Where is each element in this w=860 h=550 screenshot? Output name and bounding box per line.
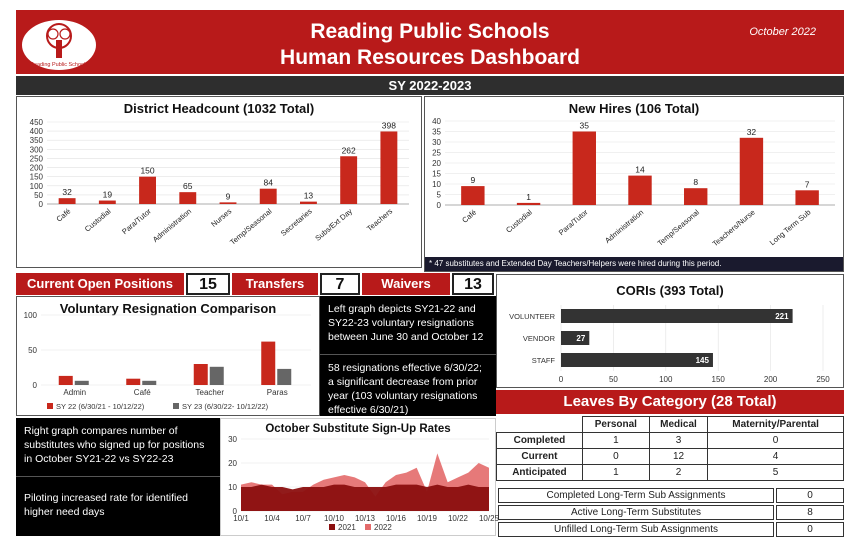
x-tick-label: 250	[816, 375, 830, 384]
x-tick-label: Para/Tutor	[556, 207, 590, 238]
leaves-col-personal: Personal	[582, 417, 649, 433]
leaves-title: Leaves By Category (28 Total)	[496, 390, 844, 414]
table-row	[497, 449, 844, 465]
long-term-label: Completed Long-Term Sub Assignments	[498, 488, 774, 503]
legend-label: 2022	[374, 523, 392, 532]
bar	[59, 376, 73, 385]
resignation-chart	[17, 297, 319, 415]
legend-swatch	[47, 403, 53, 409]
x-tick-label: Para/Tutor	[120, 206, 153, 237]
y-tick-label: 250	[29, 154, 43, 164]
x-tick-label: Long Term Sub	[767, 207, 813, 248]
y-tick-label: 200	[29, 163, 43, 173]
y-tick-label: 5	[436, 190, 441, 200]
resignation-note-2: 58 resignations effective 6/30/22; a significant decrease from prior year (103 voluntary resignations effective 6/30/21)	[320, 355, 496, 416]
x-tick-label: 10/22	[447, 514, 469, 523]
x-tick-label: Nurses	[209, 206, 234, 229]
row-label: Completed	[497, 433, 583, 449]
y-tick-label: 20	[432, 159, 441, 168]
x-tick-label: 200	[763, 375, 778, 384]
bar	[573, 132, 596, 206]
substitutes-note-1: Right graph compares number of substitutes who signed up for positions in October SY21-22 vs SY22-23	[16, 418, 220, 476]
long-term-label: Active Long-Term Substitutes	[498, 505, 774, 520]
bar	[59, 198, 76, 204]
data-label: 27	[576, 334, 586, 343]
data-label: 13	[303, 190, 314, 201]
y-tick-label: 25	[432, 148, 441, 158]
y-tick-label: STAFF	[531, 356, 555, 365]
y-tick-label: 450	[29, 118, 43, 127]
report-date: October 2022	[749, 26, 816, 38]
x-tick-label: Café	[460, 207, 479, 225]
bar	[561, 353, 713, 367]
y-tick-label: 30	[228, 435, 237, 444]
data-label: 14	[635, 164, 645, 175]
leaves-corner	[497, 417, 583, 433]
data-label: 9	[225, 191, 231, 202]
long-term-row	[498, 505, 844, 520]
school-year-bar: SY 2022-2023	[16, 76, 844, 95]
x-tick-label: 10/19	[416, 514, 438, 523]
substitutes-note-2: Piloting increased rate for identified higher need days	[16, 477, 220, 536]
bar	[380, 131, 397, 204]
y-tick-label: 0	[32, 381, 37, 390]
leaves-col-maternity: Maternity/Parental	[708, 417, 844, 433]
table-cell: 1	[582, 465, 649, 481]
data-label: 398	[381, 120, 396, 131]
x-tick-label: 10/4	[264, 514, 280, 523]
district-headcount-chart	[17, 97, 421, 267]
data-label: 262	[341, 145, 356, 156]
new-hires-footnote: * 47 substitutes and Extended Day Teachers/Helpers were hired during this period.	[425, 257, 843, 271]
y-tick-label: 50	[28, 346, 37, 355]
table-cell: 12	[649, 449, 707, 465]
district-headcount-panel	[16, 96, 422, 268]
resignation-note-1: Left graph depicts SY21-22 and SY22-23 voluntary resignations between June 30 and October 12	[320, 296, 496, 354]
data-label: 150	[140, 165, 155, 176]
dashboard-title-line2: Human Resources Dashboard	[280, 46, 580, 69]
table-cell: 3	[649, 433, 707, 449]
y-tick-label: 40	[432, 117, 441, 126]
long-term-row	[498, 522, 844, 537]
bar	[340, 156, 357, 204]
y-tick-label: 30	[432, 138, 441, 147]
table-cell: 4	[708, 449, 844, 465]
resignation-title: Voluntary Resignation Comparison	[59, 301, 277, 316]
transfers-value: 7	[320, 273, 360, 295]
x-tick-label: Subs/Ext Day	[313, 206, 354, 243]
y-tick-label: 35	[432, 127, 441, 137]
long-term-value: 8	[776, 505, 844, 520]
substitutes-title: October Substitute Sign-Up Rates	[265, 423, 451, 435]
long-term-row	[498, 488, 844, 503]
x-tick-label: Teacher	[195, 388, 224, 397]
x-tick-label: 150	[711, 375, 725, 384]
table-row	[497, 465, 844, 481]
x-tick-label: Café	[133, 388, 151, 397]
legend-label: 2021	[338, 523, 356, 532]
data-label: 8	[693, 177, 699, 188]
x-tick-label: 10/16	[385, 514, 407, 523]
bar	[684, 188, 707, 205]
long-term-label: Unfilled Long-Term Sub Assignments	[498, 522, 774, 537]
data-label: 9	[470, 175, 476, 186]
new-hires-title: New Hires (106 Total)	[568, 101, 700, 116]
data-label: 84	[263, 177, 273, 188]
data-label: 65	[183, 181, 193, 192]
coris-panel	[496, 274, 844, 388]
bar	[179, 192, 196, 204]
waivers-value: 13	[452, 273, 494, 295]
y-tick-label: 50	[34, 190, 43, 200]
data-label: 7	[804, 179, 810, 190]
table-cell: 0	[708, 433, 844, 449]
table-cell: 0	[582, 449, 649, 465]
long-term-value: 0	[776, 522, 844, 537]
data-label: 32	[62, 187, 72, 198]
open-positions-label: Current Open Positions	[16, 273, 184, 295]
y-tick-label: 300	[29, 145, 43, 155]
table-cell: 5	[708, 465, 844, 481]
leaves-col-medical: Medical	[649, 417, 707, 433]
x-tick-label: Café	[54, 206, 73, 224]
data-label: 145	[695, 356, 709, 365]
bar	[194, 364, 208, 385]
data-label: 1	[526, 191, 531, 202]
x-tick-label: 100	[659, 375, 673, 384]
x-tick-label: Teachers/Nurse	[710, 207, 757, 249]
substitutes-chart	[221, 419, 500, 535]
x-tick-label: 0	[558, 375, 564, 384]
bar	[300, 202, 317, 204]
bar	[795, 190, 818, 205]
legend-swatch	[365, 524, 371, 530]
district-headcount-title: District Headcount (1032 Total)	[123, 101, 315, 116]
x-tick-label: Secretaries	[278, 206, 314, 238]
y-tick-label: 350	[29, 136, 43, 146]
waivers-label: Waivers	[362, 273, 450, 295]
table-row	[497, 433, 844, 449]
y-tick-label: 0	[436, 201, 441, 210]
bar	[461, 186, 484, 205]
bar	[517, 203, 540, 205]
data-label: 19	[102, 189, 113, 200]
leaves-table	[496, 416, 844, 481]
y-tick-label: VENDOR	[522, 334, 555, 343]
y-tick-label: 150	[29, 172, 43, 182]
y-tick-label: 100	[29, 181, 43, 191]
long-term-value: 0	[776, 488, 844, 503]
x-tick-label: 10/25	[478, 514, 500, 523]
y-tick-label: 10	[228, 483, 237, 492]
data-label: 32	[746, 126, 757, 137]
table-cell: 2	[649, 465, 707, 481]
x-tick-label: Custodial	[82, 206, 113, 234]
y-tick-label: 400	[29, 127, 43, 137]
table-cell: 1	[582, 433, 649, 449]
y-tick-label: 15	[432, 169, 441, 179]
data-label: 221	[775, 312, 789, 321]
bar	[277, 369, 291, 385]
bar	[260, 189, 277, 204]
y-tick-label: 0	[232, 507, 237, 516]
bar	[561, 309, 793, 323]
area-series-2021	[241, 485, 489, 511]
legend-label: SY 22 (6/30/21 - 10/12/22)	[56, 402, 145, 411]
legend-swatch	[329, 524, 335, 530]
bar	[75, 381, 89, 385]
y-tick-label: 0	[38, 200, 43, 209]
y-tick-label: 100	[23, 311, 37, 320]
open-positions-value: 15	[186, 273, 230, 295]
y-tick-label: 20	[228, 459, 237, 468]
transfers-label: Transfers	[232, 273, 318, 295]
x-tick-label: Temp/Seasonal	[655, 207, 701, 248]
x-tick-label: Administration	[150, 206, 194, 245]
svg-text:Reading Public Schools: Reading Public Schools	[29, 62, 89, 68]
dashboard-title-line1: Reading Public Schools	[310, 20, 550, 43]
bar	[142, 381, 156, 385]
bar	[126, 379, 140, 385]
row-label: Anticipated	[497, 465, 583, 481]
bar	[139, 177, 156, 204]
coris-chart	[497, 275, 843, 387]
x-tick-label: Temp/Seasonal	[228, 206, 274, 247]
x-tick-label: 10/7	[295, 514, 311, 523]
x-tick-label: Custodial	[504, 207, 534, 235]
bar	[740, 138, 763, 205]
legend-swatch	[173, 403, 179, 409]
x-tick-label: 50	[608, 375, 618, 384]
x-tick-label: 10/1	[233, 514, 249, 523]
leaves-header-row	[497, 417, 844, 433]
bar	[261, 342, 275, 385]
legend-label: SY 23 (6/30/22- 10/12/22)	[182, 402, 269, 411]
coris-title: CORIs (393 Total)	[616, 283, 724, 298]
x-tick-label: Teachers	[365, 206, 395, 234]
bar	[628, 176, 651, 205]
substitutes-panel	[220, 418, 500, 536]
x-tick-label: Paras	[266, 388, 288, 397]
bar	[99, 201, 116, 204]
row-label: Current	[497, 449, 583, 465]
data-label: 35	[579, 120, 590, 131]
bar	[220, 202, 237, 204]
y-tick-label: VOLUNTEER	[509, 312, 555, 321]
new-hires-panel	[424, 96, 844, 272]
new-hires-chart	[425, 97, 843, 257]
bar	[210, 367, 224, 385]
x-tick-label: Administration	[603, 207, 646, 246]
x-tick-label: 10/13	[354, 514, 376, 523]
x-tick-label: Admin	[63, 388, 87, 397]
resignation-panel	[16, 296, 320, 416]
y-tick-label: 10	[432, 180, 441, 189]
x-tick-label: 10/10	[323, 514, 345, 523]
